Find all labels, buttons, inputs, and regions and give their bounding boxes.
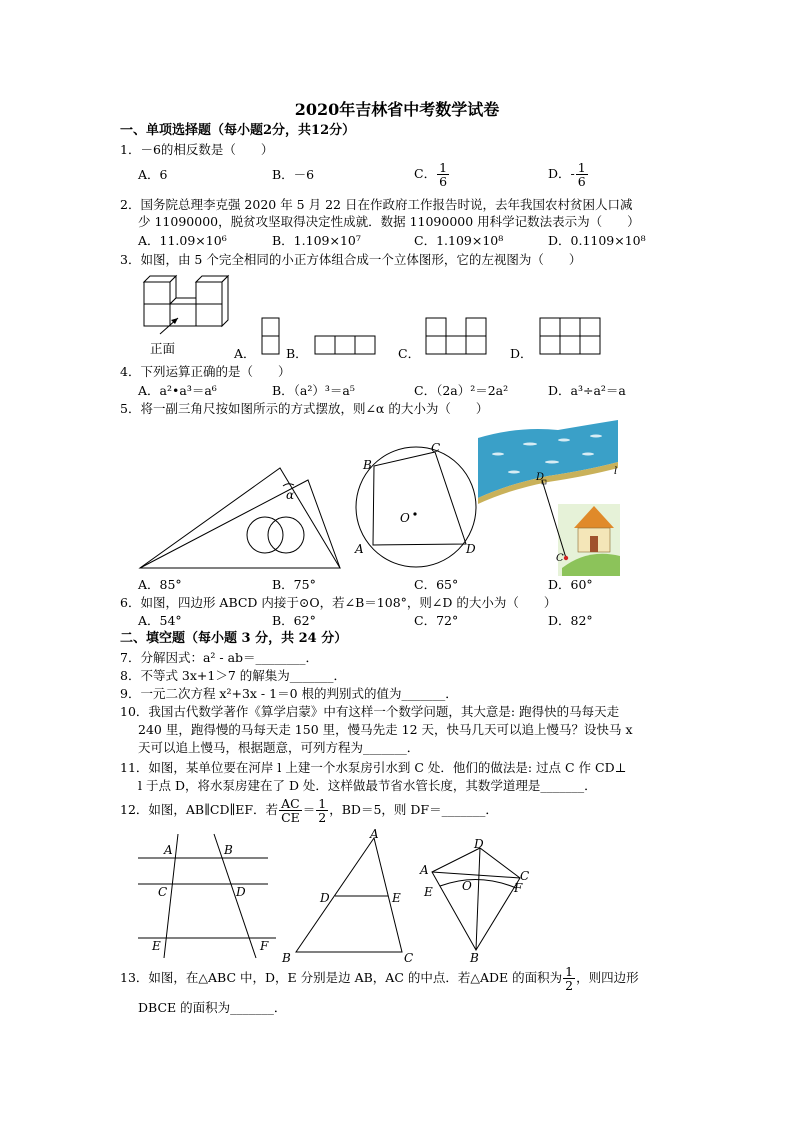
q2-line-1: 2．国务院总理李克强 2020 年 5 月 22 日在作政府工作报告时说，去年我国农村贫困人口减 [120, 197, 633, 212]
river-label-c: C [556, 553, 564, 564]
circle-label-c: C [431, 441, 441, 455]
kite-label-b: B [470, 951, 479, 965]
section-1-heading: 一、单项选择题（每小题2分，共12分） [120, 123, 356, 138]
q10-line-2: 240 里，跑得慢的马每天走 150 里，慢马先走 12 天，快马几天可以追上慢马？设快马 x [138, 722, 633, 737]
tri-label-c: C [404, 951, 414, 965]
par-label-f: F [260, 939, 269, 953]
q11-line-2: l 于点 D，将水泵房建在了 D 处．这样做最节省水管长度，其数学道理是_______． [138, 778, 597, 793]
kite-label-e: E [424, 885, 433, 899]
circle-label-a: A [355, 542, 364, 556]
q6-option-a[interactable]: A．54° [138, 613, 182, 628]
q4-stem: 4．下列运算正确的是（ ） [120, 364, 291, 379]
q2-option-a[interactable]: A．11.09×10⁶ [138, 233, 227, 248]
circle-label-o: O [400, 511, 410, 525]
q11-river-figure [478, 418, 620, 576]
q4-option-b[interactable]: B．（a²）³＝a⁵ [272, 383, 355, 398]
kite-label-d: D [474, 837, 484, 851]
q3-option-b-view [313, 334, 379, 356]
q2-option-d[interactable]: D．0.1109×10⁸ [548, 233, 646, 248]
tri-label-b: B [282, 951, 291, 965]
q2-line-2: 少 11090000，脱贫攻坚取得决定性成就．数据 11090000 用科学记数法表示为（ ） [138, 214, 640, 229]
q6-stem: 6．如图，四边形 ABCD 内接于⊙O，若∠B＝108°，则∠D 的大小为（ ） [120, 595, 557, 610]
q3-option-a-view [258, 316, 282, 358]
q6-circle-figure [350, 442, 482, 572]
q4-option-d[interactable]: D．a³÷a²＝a [548, 383, 626, 398]
par-label-d: D [236, 885, 246, 899]
q3-option-c-view [424, 316, 490, 358]
q12-parallel-lines-figure [138, 832, 280, 960]
kite-figure [418, 834, 534, 965]
kite-label-a: A [420, 863, 429, 877]
kite-label-f: F [514, 881, 523, 895]
q7-text: 7．分解因式：a² - ab＝________． [120, 650, 319, 665]
kite-label-c: C [520, 869, 530, 883]
q3-front-label: 正面 [150, 341, 176, 356]
q10-line-3: 天可以追上慢马，根据题意，可列方程为_______． [138, 740, 420, 755]
section-2-heading: 二、填空题（每小题 3 分，共 24 分） [120, 631, 348, 646]
par-label-b: B [224, 843, 233, 857]
q5-triangle-rulers-figure [136, 462, 346, 572]
q4-option-a[interactable]: A．a²•a³＝a⁶ [138, 383, 217, 398]
q6-option-d[interactable]: D．82° [548, 613, 593, 628]
q3-option-d[interactable]: D． [510, 346, 533, 361]
q3-option-a[interactable]: A． [234, 346, 256, 361]
q5-option-a[interactable]: A．85° [138, 577, 182, 592]
page-title: 2020年吉林省中考数学试卷 [294, 100, 500, 119]
circle-label-d: D [466, 542, 476, 556]
par-label-e: E [152, 939, 161, 953]
q5-stem: 5．将一副三角尺按如图所示的方式摆放，则∠α 的大小为（ ） [120, 401, 489, 416]
q8-text: 8．不等式 3x+1＞7 的解集为_______． [120, 668, 347, 683]
q3-option-b[interactable]: B． [286, 346, 308, 361]
q13-triangle-figure [280, 826, 412, 964]
kite-label-o: O [462, 879, 472, 893]
river-label-l: l [614, 466, 618, 477]
q3-stem: 3．如图，由 5 个完全相同的小正方体组合成一个立体图形，它的左视图为（ ） [120, 252, 582, 267]
q5-option-d[interactable]: D．60° [548, 577, 593, 592]
q5-option-b[interactable]: B．75° [272, 577, 316, 592]
tri-label-e: E [392, 891, 401, 905]
q1-option-b[interactable]: B．－6 [272, 167, 315, 182]
q9-text: 9．一元二次方程 x²+3x - 1＝0 根的判别式的值为_______． [120, 686, 458, 701]
q3-solid-figure [138, 272, 238, 334]
q1-option-a[interactable]: A．6 [138, 167, 168, 182]
par-label-a: A [164, 843, 173, 857]
par-label-c: C [158, 885, 168, 899]
q1-option-c[interactable]: C． $\frac{1}{6}$ [414, 160, 448, 189]
alpha-label: α [286, 488, 295, 502]
q6-option-b[interactable]: B．62° [272, 613, 316, 628]
tri-label-a: A [370, 827, 379, 841]
q12-text: 12．如图，AB∥CD∥EF．若 $\frac{AC}{CE}$ ＝ $\frac{1}{2}$ ，BD＝5，则 DF＝_______． [120, 796, 498, 825]
q11-line-1: 11．如图，某单位要在河岸 l 上建一个水泵房引水到 C 处．他们的做法是: 过点 C 作 CD⊥ [120, 760, 627, 775]
q1-option-d[interactable]: D．- $\frac{1}{6}$ [548, 160, 586, 189]
q13-line-1: 13．如图，在△ABC 中，D，E 分别是边 AB，AC 的中点．若△ADE 的面积为 $\frac{1}{2}$ ，则四边形 [120, 964, 639, 993]
q3-option-d-view [538, 316, 604, 358]
q3-option-c[interactable]: C． [398, 346, 421, 361]
q13-line-2: DBCE 的面积为_______． [138, 1000, 287, 1015]
q2-option-c[interactable]: C．1.109×10⁸ [414, 233, 504, 248]
q6-option-c[interactable]: C．72° [414, 613, 459, 628]
q1-stem: 1．－6的相反数是（ ） [120, 142, 274, 157]
tri-label-d: D [320, 891, 330, 905]
q4-option-c[interactable]: C．（2a）²＝2a² [414, 383, 509, 398]
q5-option-c[interactable]: C．65° [414, 577, 459, 592]
river-label-d: D [536, 472, 545, 483]
q2-option-b[interactable]: B．1.109×10⁷ [272, 233, 361, 248]
q10-line-1: 10．我国古代数学著作《算学启蒙》中有这样一个数学问题，其大意是: 跑得快的马每天走 [120, 704, 620, 719]
circle-label-b: B [363, 458, 372, 472]
